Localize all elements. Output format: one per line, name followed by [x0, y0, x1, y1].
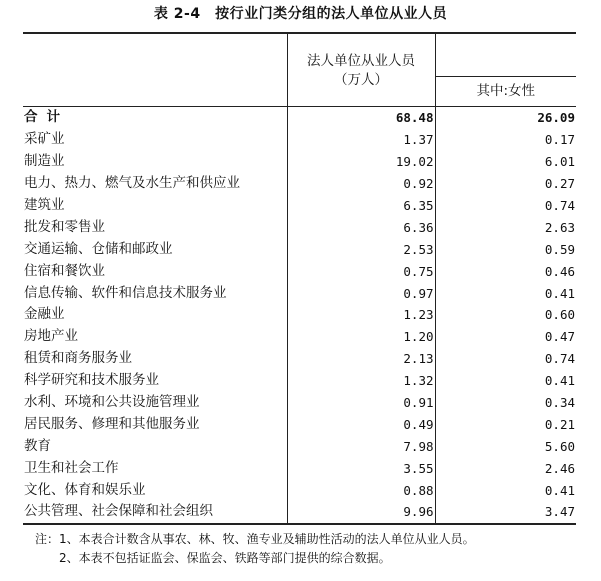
- footnotes: [35, 530, 595, 568]
- header-employees-unit: （万人）: [334, 72, 388, 88]
- row-female-value: 0.60: [435, 304, 576, 326]
- row-label: 金融业: [24, 306, 65, 323]
- row-label: 卫生和社会工作: [24, 459, 119, 476]
- row-value: 0.91: [287, 392, 435, 414]
- row-label: 租赁和商务服务业: [24, 350, 132, 367]
- row-female-value: 0.41: [435, 370, 576, 392]
- row-female-value: 0.74: [435, 195, 576, 217]
- table-row: [23, 129, 576, 151]
- table-row: [23, 173, 576, 195]
- row-label: 批发和零售业: [24, 218, 105, 235]
- table-row: [23, 326, 576, 348]
- row-value: 1.23: [287, 304, 435, 326]
- employment-table: [23, 32, 576, 525]
- header-blank-cell: [23, 33, 287, 107]
- table-row: [23, 304, 576, 326]
- footnote-2: 2、本表不包括证监会、保监会、铁路等部门提供的综合数据。: [59, 551, 391, 565]
- row-value: 1.20: [287, 326, 435, 348]
- row-female-value: 6.01: [435, 151, 576, 173]
- row-label: 电力、热力、燃气及水生产和供应业: [24, 175, 240, 192]
- row-female-value: 0.46: [435, 260, 576, 282]
- row-value: 0.75: [287, 260, 435, 282]
- table-row: [23, 195, 576, 217]
- row-value: 0.97: [287, 282, 435, 304]
- row-label: 制造业: [24, 153, 65, 170]
- table-row: [23, 238, 576, 260]
- row-label: 交通运输、仓储和邮政业: [24, 240, 173, 257]
- row-female-value: 0.34: [435, 392, 576, 414]
- row-value: 9.96: [287, 501, 435, 524]
- table-row: [23, 435, 576, 457]
- row-value: 19.02: [287, 151, 435, 173]
- row-female-value: 0.74: [435, 348, 576, 370]
- data-table: [23, 32, 576, 525]
- row-value: 0.92: [287, 173, 435, 195]
- row-female-value: 2.63: [435, 216, 576, 238]
- row-female-value: 3.47: [435, 501, 576, 524]
- header-employees: [287, 33, 435, 107]
- table-row: [23, 348, 576, 370]
- row-female-value: 0.59: [435, 238, 576, 260]
- header-female: 其中:女性: [436, 76, 577, 106]
- table-row: [23, 151, 576, 173]
- row-female-value: 0.21: [435, 413, 576, 435]
- row-label: 房地产业: [24, 328, 78, 345]
- table-row-total: [23, 107, 576, 129]
- row-female-value: 0.41: [435, 282, 576, 304]
- table-title: 表 2-4 按行业门类分组的法人单位从业人员: [153, 6, 448, 22]
- row-label: 合计: [24, 109, 69, 126]
- table-row: [23, 392, 576, 414]
- row-label: 居民服务、修理和其他服务业: [24, 415, 200, 432]
- row-label: 建筑业: [24, 197, 65, 213]
- table-row: [23, 457, 576, 479]
- row-female-value: 0.41: [435, 479, 576, 501]
- row-female-value: 5.60: [435, 435, 576, 457]
- table-row: [23, 479, 576, 501]
- row-value: 0.49: [287, 413, 435, 435]
- row-label: 文化、体育和娱乐业: [24, 481, 146, 498]
- table-row: [23, 260, 576, 282]
- table-row: [23, 216, 576, 238]
- row-value: 7.98: [287, 435, 435, 457]
- row-label: 公共管理、社会保障和社会组织: [23, 501, 287, 524]
- row-value: 2.13: [287, 348, 435, 370]
- row-value: 0.88: [287, 479, 435, 501]
- table-body: [23, 107, 576, 524]
- row-value: 6.35: [287, 195, 435, 217]
- table-row: [23, 413, 576, 435]
- row-value: 1.32: [287, 370, 435, 392]
- row-label: 采矿业: [24, 131, 65, 148]
- header-female-group: [435, 33, 576, 107]
- row-value: 3.55: [287, 457, 435, 479]
- row-female-value: 0.27: [435, 173, 576, 195]
- row-label: 教育: [24, 437, 51, 454]
- table-row: [23, 282, 576, 304]
- row-value: 6.36: [287, 216, 435, 238]
- row-label: 住宿和餐饮业: [24, 262, 105, 279]
- row-value: 2.53: [287, 238, 435, 260]
- table-row: [23, 370, 576, 392]
- row-value: 68.48: [287, 107, 435, 129]
- row-value: 1.37: [287, 129, 435, 151]
- table-row: [23, 501, 576, 524]
- row-female-value: 26.09: [435, 107, 576, 129]
- row-label: 信息传输、软件和信息技术服务业: [24, 284, 227, 301]
- row-female-value: 0.47: [435, 326, 576, 348]
- row-female-value: 2.46: [435, 457, 576, 479]
- header-employees-line1: 法人单位从业人员: [307, 53, 415, 69]
- row-label: 水利、环境和公共设施管理业: [24, 394, 200, 411]
- footnote-1: 注：1、本表合计数含从事农、林、牧、渔专业及辅助性活动的法人单位从业人员。: [35, 532, 475, 546]
- row-female-value: 0.17: [435, 129, 576, 151]
- row-label: 科学研究和技术服务业: [24, 372, 159, 389]
